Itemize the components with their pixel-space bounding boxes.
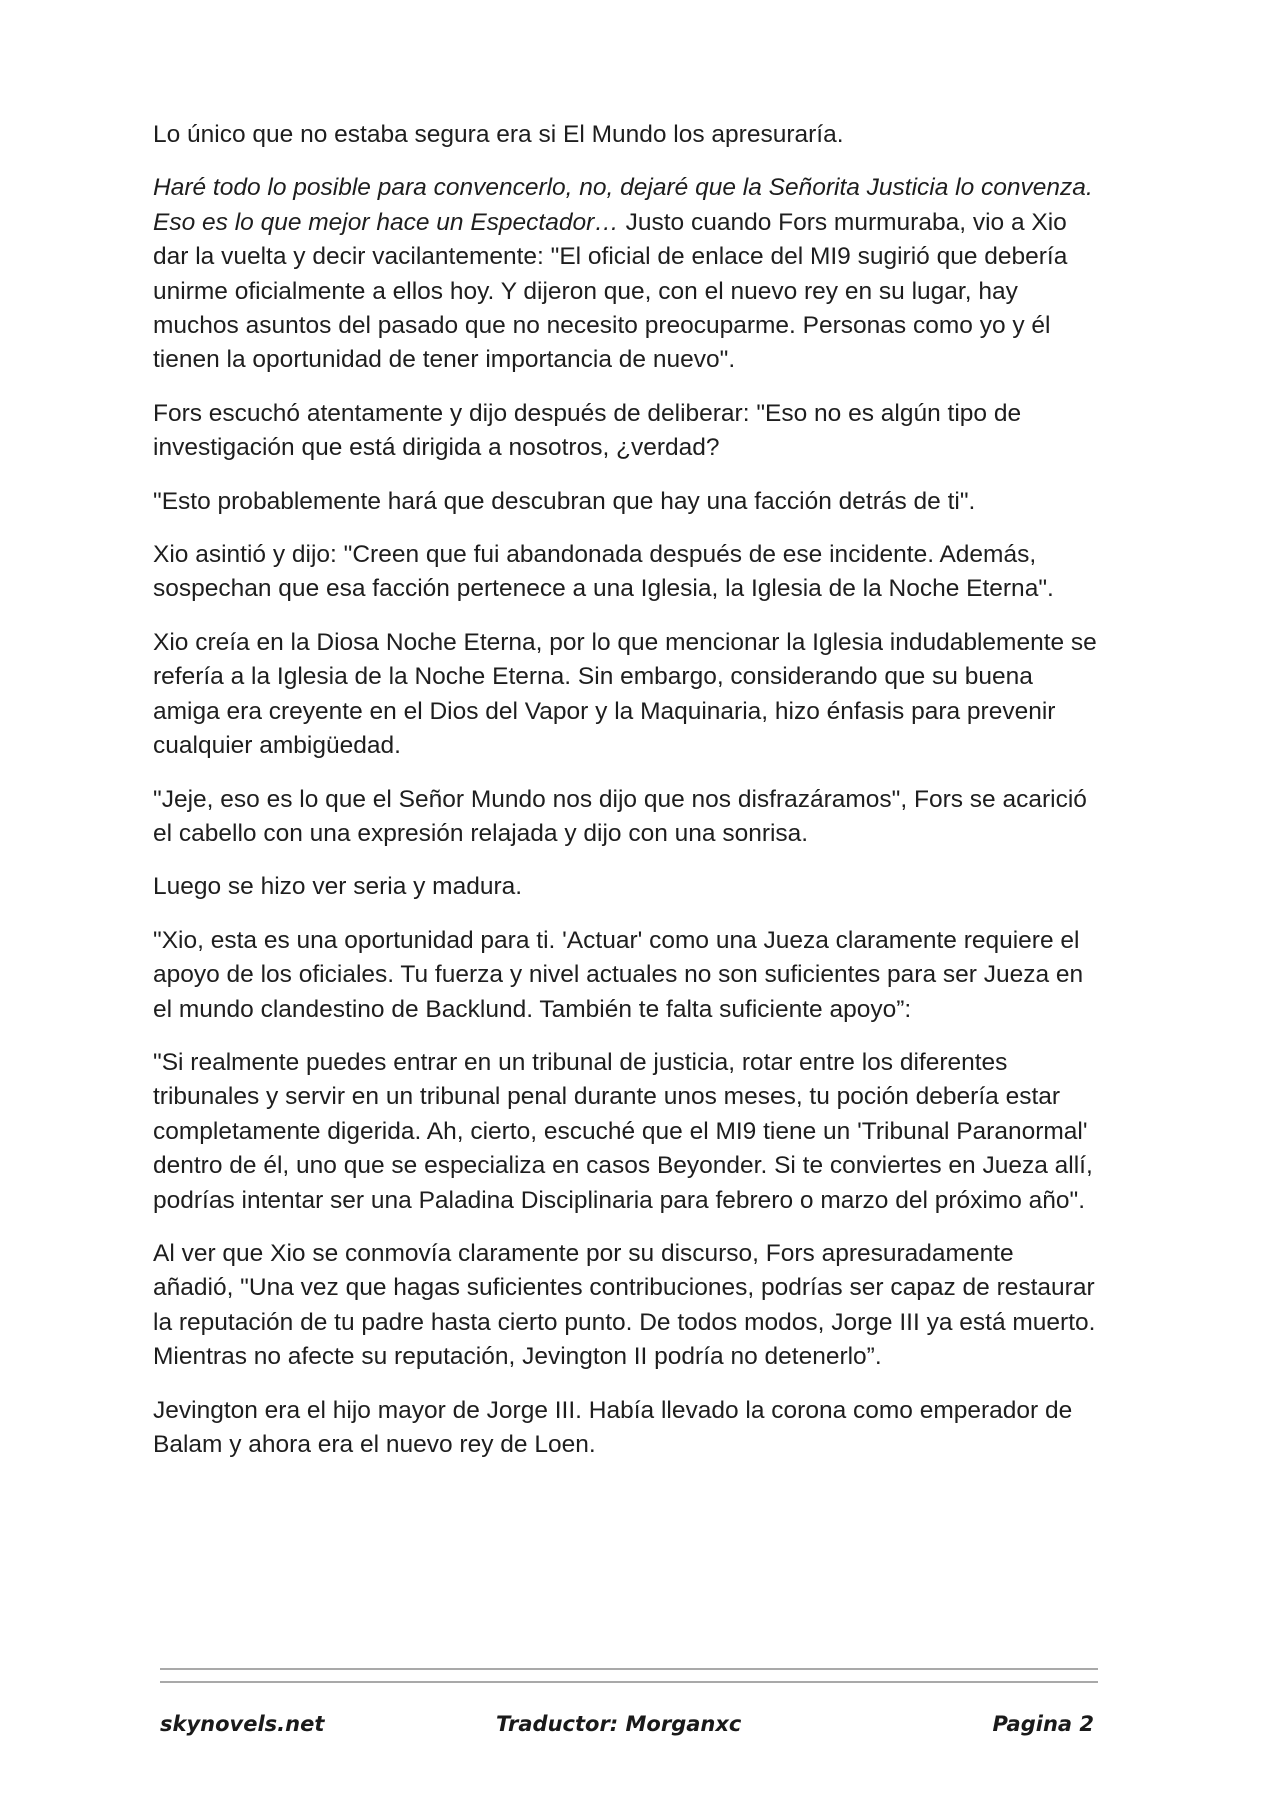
paragraph-text: Justo cuando Fors murmuraba, vio a Xio dar la vuelta y decir vacilantemente: "El oficial de enlace del MI9 sugirió que debería unirme oficialmente a ellos hoy. Y dijeron que, con el nuevo rey en su lugar, hay muchos asuntos del pasado que no necesito preocuparme. Personas como yo y él tienen la oportunidad de tener importancia de nuevo". bbox=[153, 208, 1068, 374]
paragraph: Xio creía en la Diosa Noche Eterna, por lo que mencionar la Iglesia indudablemente se refería a la Iglesia de la Noche Eterna. Sin embargo, considerando que su buena amiga era creyente en el Dios del Vapor y la Maquinaria, hizo énfasis para prevenir cualquier ambigüedad. bbox=[153, 628, 1097, 760]
paragraph: Xio asintió y dijo: "Creen que fui abandonada después de ese incidente. Además, sospechan que esa facción pertenece a una Iglesia, la Iglesia de la Noche Eterna". bbox=[153, 541, 1054, 603]
paragraph: Jevington era el hijo mayor de Jorge III. Había llevado la corona como emperador de Balam y ahora era el nuevo rey de Loen. bbox=[153, 1396, 1073, 1458]
paragraph: "Xio, esta es una oportunidad para ti. 'Actuar' como una Jueza claramente requiere el apoyo de los oficiales. Tu fuerza y nivel actuales no son suficientes para ser Jueza en el mundo clandestino de Backlund. También te falta suficiente apoyo”: bbox=[153, 926, 1084, 1023]
paragraph: Lo único que no estaba segura era si El Mundo los apresuraría. bbox=[153, 121, 844, 148]
footer-translator: Traductor: Morganxc bbox=[496, 1712, 742, 1736]
footer-divider-top bbox=[160, 1668, 1098, 1670]
paragraph: "Esto probablemente hará que descubran que hay una facción detrás de ti". bbox=[153, 487, 976, 515]
paragraph: "Si realmente puedes entrar en un tribunal de justicia, rotar entre los diferentes tribunales y servir en un tribunal penal durante unos meses, tu poción debería estar completamente digerida. Ah, cierto, escuché que el MI9 tiene un 'Tribunal Paranormal' dentro de él, uno que se especializa en casos Beyonder. Si te conviertes en Jueza allí, podrías intentar ser una Paladina Disciplinaria para febrero o marzo del próximo año". bbox=[153, 1048, 1093, 1214]
italic-thought: Haré todo lo posible para convencerlo, no, dejaré que la Señorita Justicia lo convenza. Eso es lo que mejor hace un Espectador… bbox=[153, 174, 1093, 236]
footer-site: skynovels.net bbox=[160, 1712, 325, 1736]
paragraph: Luego se hizo ver seria y madura. bbox=[153, 873, 523, 901]
paragraph: Al ver que Xio se conmovía claramente por su discurso, Fors apresuradamente añadió, "Una vez que hagas suficientes contribuciones, podrías ser capaz de restaurar la reputación de tu padre hasta cierto punto. De todos modos, Jorge III ya está muerto. Mientras no afecte su reputación, Jevington II podría no detenerlo”. bbox=[153, 1239, 1096, 1371]
paragraph-with-italic-lead bbox=[153, 171, 1099, 377]
footer-divider-bottom bbox=[160, 1681, 1098, 1683]
paragraph: "Jeje, eso es lo que el Señor Mundo nos dijo que nos disfrazáramos", Fors se acarició el cabello con una expresión relajada y dijo con una sonrisa. bbox=[153, 785, 1087, 847]
paragraph: Fors escuchó atentamente y dijo después de deliberar: "Eso no es algún tipo de investigación que está dirigida a nosotros, ¿verdad? bbox=[153, 399, 1022, 462]
document-body bbox=[153, 118, 1099, 1481]
footer-page-number: Pagina 2 bbox=[992, 1712, 1094, 1736]
